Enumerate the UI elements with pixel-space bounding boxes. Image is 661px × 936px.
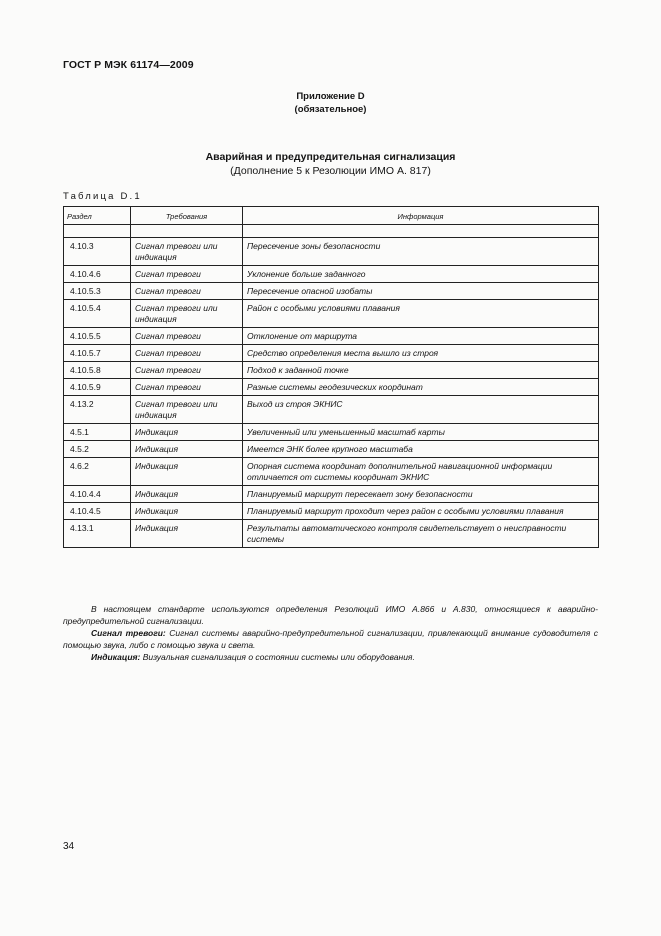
row-information-cell: Планируемый маршрут проходит через район с особыми условиями плавания (243, 503, 599, 520)
row-information-cell: Пересечение опасной изобаты (243, 283, 599, 300)
row-section-cell: 4.10.4.5 (64, 503, 131, 520)
row-section-cell: 4.10.3 (64, 238, 131, 266)
row-requirement-cell: Индикация (131, 503, 243, 520)
header-requirements: Требования (131, 207, 243, 225)
page-number: 34 (63, 841, 75, 852)
row-section-cell: 4.10.4.4 (64, 486, 131, 503)
row-requirement-cell: Сигнал тревоги (131, 283, 243, 300)
note-indication-term: Индикация: (91, 652, 141, 662)
document-header: ГОСТ Р МЭК 61174—2009 (63, 59, 194, 71)
table-row (64, 362, 599, 379)
table-row (64, 520, 599, 548)
row-information-cell: Уклонение больше заданного (243, 266, 599, 283)
row-section-cell: 4.10.5.4 (64, 300, 131, 328)
row-requirement-cell: Индикация (131, 441, 243, 458)
row-section-cell: 4.10.5.8 (64, 362, 131, 379)
row-requirement-cell: Сигнал тревоги или индикация (131, 300, 243, 328)
row-section-cell: 4.6.2 (64, 458, 131, 486)
row-information-cell: Отклонение от маршрута (243, 328, 599, 345)
table-row (64, 503, 599, 520)
row-requirement-cell: Сигнал тревоги (131, 362, 243, 379)
row-information-cell: Средство определения места вышло из строя (243, 345, 599, 362)
row-information-cell: Планируемый маршрут пересекает зону безопасности (243, 486, 599, 503)
row-requirement-cell: Сигнал тревоги (131, 266, 243, 283)
row-information-cell: Опорная система координат дополнительной навигационной информации отличается от системы координат ЭКНИС (243, 458, 599, 486)
row-information-cell: Увеличенный или уменьшенный масштаб карты (243, 424, 599, 441)
table-spacer-row (64, 225, 599, 238)
row-section-cell: 4.13.2 (64, 396, 131, 424)
row-section-cell: 4.10.5.9 (64, 379, 131, 396)
row-requirement-cell: Сигнал тревоги (131, 379, 243, 396)
note-indication-definition: Визуальная сигнализация о состоянии системы или оборудования. (142, 652, 415, 662)
table-row (64, 396, 599, 424)
row-section-cell: 4.13.1 (64, 520, 131, 548)
row-information-cell: Результаты автоматического контроля свидетельствует о неисправности системы (243, 520, 599, 548)
row-information-cell: Разные системы геодезических координат (243, 379, 599, 396)
table-row (64, 441, 599, 458)
row-requirement-cell: Сигнал тревоги (131, 328, 243, 345)
row-information-cell: Выход из строя ЭКНИС (243, 396, 599, 424)
row-section-cell: 4.10.4.6 (64, 266, 131, 283)
table-row (64, 266, 599, 283)
appendix-status: (обязательное) (294, 104, 367, 115)
table-row (64, 283, 599, 300)
table-row (64, 458, 599, 486)
note-alarm-term: Сигнал тревоги: (91, 628, 166, 638)
note-alarm-definition: Сигнал системы аварийно-предупредительной сигнализации, привлекающий внимание судоводителя с помощью звука, либо с помощью звука и света. (63, 628, 598, 650)
notes-block (63, 603, 598, 663)
table-row (64, 486, 599, 503)
row-section-cell: 4.10.5.5 (64, 328, 131, 345)
row-requirement-cell: Индикация (131, 424, 243, 441)
table-row (64, 379, 599, 396)
note-intro: В настоящем стандарте используются определения Резолюций ИМО A.866 и A.830, относящиеся к аварийно-предупредительной сигнализации. (63, 604, 598, 626)
row-requirement-cell: Сигнал тревоги (131, 345, 243, 362)
note-alarm (63, 627, 598, 651)
row-information-cell: Район с особыми условиями плавания (243, 300, 599, 328)
row-section-cell: 4.5.2 (64, 441, 131, 458)
row-section-cell: 4.10.5.7 (64, 345, 131, 362)
row-information-cell: Подход к заданной точке (243, 362, 599, 379)
section-title: Аварийная и предупредительная сигнализация (205, 151, 456, 163)
table-row (64, 345, 599, 362)
table-row (64, 424, 599, 441)
row-requirement-cell: Индикация (131, 520, 243, 548)
table-header-row (64, 207, 599, 225)
table-body (64, 225, 599, 548)
row-requirement-cell: Индикация (131, 458, 243, 486)
appendix-title: Приложение D (296, 91, 365, 102)
table-row (64, 328, 599, 345)
row-section-cell: 4.5.1 (64, 424, 131, 441)
row-requirement-cell: Сигнал тревоги или индикация (131, 238, 243, 266)
row-information-cell: Пересечение зоны безопасности (243, 238, 599, 266)
header-information: Информация (243, 207, 599, 225)
table-row (64, 300, 599, 328)
row-requirement-cell: Индикация (131, 486, 243, 503)
row-information-cell: Имеется ЭНК более крупного масштаба (243, 441, 599, 458)
row-section-cell: 4.10.5.3 (64, 283, 131, 300)
alarm-table (63, 206, 599, 548)
table-caption: Таблица D.1 (63, 191, 142, 202)
header-section: Раздел (64, 207, 131, 225)
row-requirement-cell: Сигнал тревоги или индикация (131, 396, 243, 424)
note-indication (63, 651, 598, 663)
section-subtitle: (Дополнение 5 к Резолюции ИМО А. 817) (230, 165, 431, 177)
table-row (64, 238, 599, 266)
